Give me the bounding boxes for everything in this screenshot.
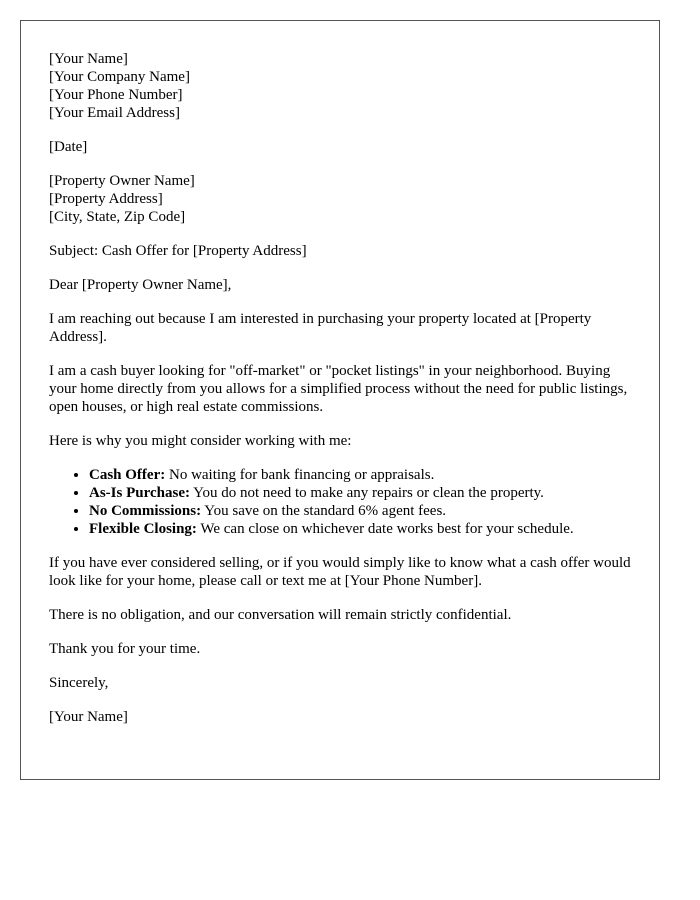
obligation-paragraph: There is no obligation, and our conversation will remain strictly confidential.: [49, 607, 512, 623]
why-paragraph: Here is why you might consider working with me:: [49, 433, 352, 449]
salutation: Dear [Property Owner Name],: [49, 277, 232, 293]
sender-phone: [Your Phone Number]: [49, 87, 183, 103]
benefit-text: No waiting for bank financing or appraisals.: [165, 467, 435, 483]
recipient-name: [Property Owner Name]: [49, 173, 195, 189]
benefit-title: Flexible Closing:: [89, 521, 197, 537]
letter-page: [20, 20, 660, 780]
recipient-city-state-zip: [City, State, Zip Code]: [49, 209, 186, 225]
benefit-text: You do not need to make any repairs or clean the property.: [189, 485, 544, 501]
contact-paragraph: If you have ever considered selling, or if you would simply like to know what a cash offer would look like for your home, please call or text me at [Your Phone Number].: [49, 555, 631, 589]
sender-name: [Your Name]: [49, 51, 128, 67]
benefit-title: No Commissions:: [89, 503, 202, 519]
signature: [Your Name]: [49, 709, 128, 725]
benefits-list: [49, 466, 631, 538]
benefit-item-as-is: [89, 484, 631, 502]
buyer-paragraph: I am a cash buyer looking for "off-market" or "pocket listings" in your neighborhood. Buying your home directly from you allows for a simplified process without the need for public listings, open houses, or high real estate commissions.: [49, 363, 628, 415]
sender-block: [49, 50, 631, 122]
benefit-title: Cash Offer:: [89, 467, 166, 483]
recipient-address: [Property Address]: [49, 191, 163, 207]
benefit-item-cash-offer: [89, 466, 631, 484]
closing: Sincerely,: [49, 675, 109, 691]
letter-date: [Date]: [49, 139, 88, 155]
benefit-text: You save on the standard 6% agent fees.: [201, 503, 447, 519]
thanks-paragraph: Thank you for your time.: [49, 641, 201, 657]
benefit-text: We can close on whichever date works best for your schedule.: [196, 521, 574, 537]
benefit-item-no-commissions: [89, 502, 631, 520]
intro-paragraph: I am reaching out because I am interested in purchasing your property located at [Property Address].: [49, 311, 592, 345]
benefit-title: As-Is Purchase:: [89, 485, 190, 501]
subject-line: Subject: Cash Offer for [Property Address]: [49, 243, 307, 259]
benefit-item-flexible-closing: [89, 520, 631, 538]
sender-company: [Your Company Name]: [49, 69, 190, 85]
sender-email: [Your Email Address]: [49, 105, 180, 121]
recipient-block: [49, 172, 631, 226]
